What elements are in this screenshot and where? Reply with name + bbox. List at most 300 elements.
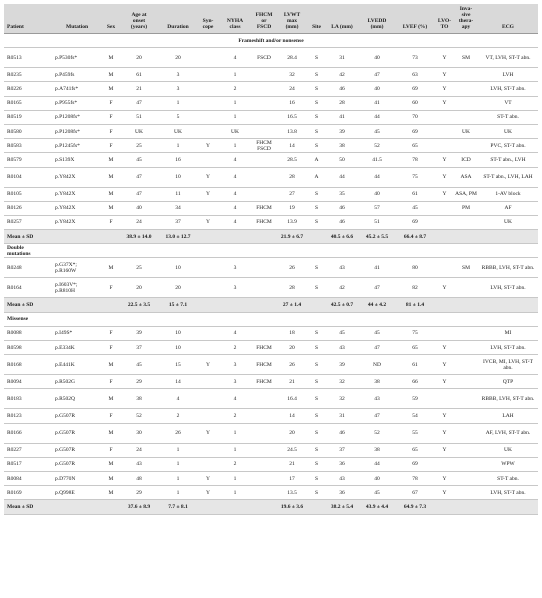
mean-cell-fhcm — [252, 298, 276, 312]
cell-duration: 1 — [158, 457, 198, 471]
cell-lvef: 66 — [395, 375, 435, 389]
section-double-mutations-label: Double mutations — [4, 244, 538, 258]
cell-invasive — [454, 139, 478, 153]
cell-lvedd: 40 — [359, 48, 395, 68]
cell-lvedd: 41.5 — [359, 153, 395, 167]
cell-patient: R0513 — [4, 48, 52, 68]
cell-lvoto — [435, 215, 454, 229]
cell-invasive — [454, 326, 478, 340]
cell-sex: M — [102, 258, 120, 278]
cell-patient: R0227 — [4, 443, 52, 457]
cell-lvedd: 38 — [359, 443, 395, 457]
cell-patient: R0583 — [4, 139, 52, 153]
cell-sex: F — [102, 110, 120, 124]
mean-cell-invasive — [454, 500, 478, 514]
mean-cell-ecg — [478, 230, 538, 244]
cell-nyha: 2 — [218, 457, 252, 471]
cell-la: 39 — [325, 124, 359, 138]
mean-cell-lvedd: 45.2 ± 5.5 — [359, 230, 395, 244]
table-row — [4, 486, 538, 500]
cell-age: 51 — [120, 110, 158, 124]
mean-cell-age: 37.6 ± 8.9 — [120, 500, 158, 514]
cell-syncope — [198, 258, 218, 278]
cell-lvedd: 41 — [359, 258, 395, 278]
cell-age: 45 — [120, 153, 158, 167]
cell-ecg: VT, LVH, ST-T abn. — [478, 48, 538, 68]
cell-lvef: 75 — [395, 167, 435, 187]
cell-mutation: p.G507R — [52, 457, 102, 471]
cell-lvwt: 20 — [276, 423, 308, 443]
cell-sex: M — [102, 486, 120, 500]
cell-lvoto: Y — [435, 82, 454, 96]
mean-cell-duration: 7.7 ± 8.1 — [158, 500, 198, 514]
cell-lvef: 59 — [395, 389, 435, 409]
cell-la: 45 — [325, 326, 359, 340]
cell-la: 43 — [325, 341, 359, 355]
cell-duration: 34 — [158, 201, 198, 215]
cell-lvef: 55 — [395, 423, 435, 443]
cell-fhcm — [252, 167, 276, 187]
cell-lvwt: 14 — [276, 139, 308, 153]
table-row — [4, 96, 538, 110]
cell-lvef: 70 — [395, 110, 435, 124]
cell-lvoto: Y — [435, 96, 454, 110]
cell-lvedd: 52 — [359, 139, 395, 153]
cell-lvedd: 43 — [359, 389, 395, 409]
cell-nyha: 3 — [218, 375, 252, 389]
table-row — [4, 215, 538, 229]
cell-invasive — [454, 486, 478, 500]
mean-cell-site — [308, 230, 325, 244]
cell-sex: F — [102, 409, 120, 423]
cell-fhcm — [252, 153, 276, 167]
mean-cell-fhcm — [252, 500, 276, 514]
mean-cell-mutation — [52, 500, 102, 514]
cell-syncope: Y — [198, 486, 218, 500]
cell-syncope — [198, 153, 218, 167]
cell-lvedd: 44 — [359, 457, 395, 471]
cell-mutation: p.R502Q — [52, 389, 102, 409]
cell-invasive — [454, 82, 478, 96]
cell-mutation: p.S139X — [52, 153, 102, 167]
cell-lvoto: Y — [435, 48, 454, 68]
cell-la: 46 — [325, 215, 359, 229]
cell-age: 61 — [120, 68, 158, 82]
cell-ecg: 1-AV block — [478, 187, 538, 201]
mean-cell-duration: 15 ± 7.1 — [158, 298, 198, 312]
cell-lvwt: 27 — [276, 187, 308, 201]
cell-invasive — [454, 409, 478, 423]
cell-la: 46 — [325, 201, 359, 215]
cell-age: 40 — [120, 201, 158, 215]
cell-duration: 10 — [158, 258, 198, 278]
cell-age: 20 — [120, 48, 158, 68]
cell-age: 24 — [120, 215, 158, 229]
cell-duration: 3 — [158, 68, 198, 82]
cell-fhcm — [252, 258, 276, 278]
cell-lvef: 61 — [395, 187, 435, 201]
section-frameshift-label: Frameshift and/or nonsense — [4, 34, 538, 48]
cell-invasive: ICD — [454, 153, 478, 167]
cell-syncope — [198, 389, 218, 409]
cell-invasive — [454, 341, 478, 355]
mean-cell-fhcm — [252, 230, 276, 244]
cell-site: S — [308, 201, 325, 215]
cell-lvef: 63 — [395, 68, 435, 82]
cell-invasive — [454, 68, 478, 82]
cell-invasive — [454, 375, 478, 389]
cell-patient: R0226 — [4, 82, 52, 96]
cell-la: 32 — [325, 375, 359, 389]
cell-patient: R0257 — [4, 215, 52, 229]
mean-cell-lvedd: 44 ± 4.2 — [359, 298, 395, 312]
cell-fhcm — [252, 124, 276, 138]
cell-site: S — [308, 68, 325, 82]
cell-patient: R0598 — [4, 341, 52, 355]
cell-sex: F — [102, 139, 120, 153]
cell-syncope — [198, 457, 218, 471]
cell-lvoto — [435, 139, 454, 153]
cell-fhcm — [252, 110, 276, 124]
mean-cell-syncope — [198, 298, 218, 312]
cell-ecg: ST-T abn. — [478, 471, 538, 485]
cell-sex: M — [102, 457, 120, 471]
cell-lvedd: 40 — [359, 82, 395, 96]
cell-nyha: 4 — [218, 48, 252, 68]
table-row — [4, 326, 538, 340]
mean-cell-la: 40.5 ± 6.6 — [325, 230, 359, 244]
mean-cell-mutation — [52, 298, 102, 312]
cell-duration: 14 — [158, 375, 198, 389]
cell-nyha: 3 — [218, 355, 252, 375]
header-lvoto: LVO- TO — [435, 4, 454, 34]
cell-la: 32 — [325, 389, 359, 409]
cell-sex: M — [102, 68, 120, 82]
cell-la: 38 — [325, 139, 359, 153]
cell-invasive: PM — [454, 201, 478, 215]
cell-nyha: UK — [218, 124, 252, 138]
cell-fhcm — [252, 68, 276, 82]
table-row — [4, 471, 538, 485]
cell-site: S — [308, 278, 325, 298]
cell-fhcm — [252, 389, 276, 409]
cell-syncope: Y — [198, 355, 218, 375]
cell-lvwt: 16 — [276, 96, 308, 110]
mean-cell-invasive — [454, 298, 478, 312]
cell-nyha: 4 — [218, 201, 252, 215]
cell-age: 20 — [120, 278, 158, 298]
table-row — [4, 124, 538, 138]
cell-lvef: 78 — [395, 471, 435, 485]
cell-lvedd: 40 — [359, 187, 395, 201]
cell-sex: F — [102, 341, 120, 355]
mean-cell-ecg — [478, 500, 538, 514]
cell-sex: M — [102, 471, 120, 485]
cell-lvoto: Y — [435, 375, 454, 389]
mean-cell-lvef: 64.9 ± 7.3 — [395, 500, 435, 514]
cell-mutation: p.D770N — [52, 471, 102, 485]
cell-invasive — [454, 471, 478, 485]
cell-lvef: 82 — [395, 278, 435, 298]
cell-lvoto: Y — [435, 278, 454, 298]
cell-lvef: 65 — [395, 139, 435, 153]
cell-sex: M — [102, 187, 120, 201]
cell-fhcm — [252, 278, 276, 298]
cell-duration: 10 — [158, 341, 198, 355]
cell-invasive — [454, 110, 478, 124]
cell-fhcm — [252, 471, 276, 485]
cell-ecg: WPW — [478, 457, 538, 471]
cell-patient: R0166 — [4, 423, 52, 443]
cell-nyha: 1 — [218, 443, 252, 457]
cell-fhcm — [252, 443, 276, 457]
mean-cell-nyha — [218, 298, 252, 312]
cell-syncope — [198, 124, 218, 138]
table-row — [4, 153, 538, 167]
cell-age: 47 — [120, 187, 158, 201]
table-row — [4, 457, 538, 471]
cell-patient: R0123 — [4, 409, 52, 423]
cell-duration: 1 — [158, 471, 198, 485]
header-duration: Duration — [158, 4, 198, 34]
cell-invasive — [454, 389, 478, 409]
cell-fhcm: FHCM — [252, 201, 276, 215]
cell-mutation: p.I603V*; p.R810H — [52, 278, 102, 298]
cell-mutation: p.E334K — [52, 341, 102, 355]
cell-sex: M — [102, 389, 120, 409]
cell-site: S — [308, 486, 325, 500]
cell-site: S — [308, 124, 325, 138]
cell-ecg: QTP — [478, 375, 538, 389]
cell-ecg: RBBB, LVH, ST-T abn. — [478, 258, 538, 278]
cell-lvef: 75 — [395, 326, 435, 340]
section-missense-label: Missense — [4, 312, 538, 326]
table-row — [4, 187, 538, 201]
cell-patient: R0104 — [4, 167, 52, 187]
cell-age: 47 — [120, 167, 158, 187]
cell-lvef: 69 — [395, 215, 435, 229]
table-row — [4, 423, 538, 443]
cell-la: 36 — [325, 486, 359, 500]
cell-fhcm — [252, 187, 276, 201]
cell-age: 52 — [120, 409, 158, 423]
cell-lvwt: 17 — [276, 471, 308, 485]
cell-syncope — [198, 48, 218, 68]
mean-cell-la: 42.5 ± 0.7 — [325, 298, 359, 312]
mean-cell-sex — [102, 500, 120, 514]
cell-age: 25 — [120, 139, 158, 153]
cell-nyha: 1 — [218, 96, 252, 110]
cell-lvoto — [435, 326, 454, 340]
cell-lvoto: Y — [435, 153, 454, 167]
cell-lvedd: 44 — [359, 167, 395, 187]
cell-invasive — [454, 278, 478, 298]
cell-age: 30 — [120, 423, 158, 443]
cell-mutation: p.G507R — [52, 443, 102, 457]
cell-duration: 1 — [158, 486, 198, 500]
section-missense — [4, 312, 538, 326]
cell-site: S — [308, 258, 325, 278]
cell-lvwt: 21 — [276, 457, 308, 471]
table-row — [4, 139, 538, 153]
cell-invasive: ASA, PM — [454, 187, 478, 201]
cell-duration: 10 — [158, 167, 198, 187]
cell-age: 47 — [120, 96, 158, 110]
table-header — [4, 4, 538, 34]
cell-patient: R0183 — [4, 389, 52, 409]
header-patient: Patient — [4, 4, 52, 34]
cell-fhcm: FHCM — [252, 355, 276, 375]
cell-syncope — [198, 443, 218, 457]
cell-nyha: 4 — [218, 326, 252, 340]
cell-ecg: MI — [478, 326, 538, 340]
cell-la: 42 — [325, 278, 359, 298]
cell-la: 50 — [325, 153, 359, 167]
cell-syncope: Y — [198, 215, 218, 229]
cell-ecg: LVH, ST-T abn. — [478, 82, 538, 96]
cell-sex: F — [102, 375, 120, 389]
header-fhcm: FHCM or FSCD — [252, 4, 276, 34]
cell-ecg: LVH, ST-T abn. — [478, 278, 538, 298]
cell-ecg: UK — [478, 215, 538, 229]
cell-lvwt: 13.8 — [276, 124, 308, 138]
cell-mutation: p.R502G — [52, 375, 102, 389]
table-row — [4, 355, 538, 375]
cell-syncope — [198, 201, 218, 215]
cell-sex: M — [102, 423, 120, 443]
cell-site: S — [308, 375, 325, 389]
header-lvwt: LVWT max (mm) — [276, 4, 308, 34]
cell-site: S — [308, 215, 325, 229]
cell-lvoto: Y — [435, 187, 454, 201]
cell-duration: 3 — [158, 82, 198, 96]
cell-lvef: 65 — [395, 443, 435, 457]
cell-fhcm: FHCM — [252, 341, 276, 355]
mean-cell-la: 38.2 ± 5.4 — [325, 500, 359, 514]
cell-patient: R0165 — [4, 96, 52, 110]
cell-patient: R0126 — [4, 201, 52, 215]
cell-sex: F — [102, 326, 120, 340]
cell-nyha: 1 — [218, 486, 252, 500]
cell-lvwt: 26 — [276, 355, 308, 375]
cell-age: 38 — [120, 389, 158, 409]
header-lvef: LVEF (%) — [395, 4, 435, 34]
cell-lvoto: Y — [435, 471, 454, 485]
table-row — [4, 48, 538, 68]
cell-syncope — [198, 68, 218, 82]
cell-site: S — [308, 110, 325, 124]
mean-cell-lvef: 81 ± 1.4 — [395, 298, 435, 312]
cell-fhcm: FHCM — [252, 375, 276, 389]
cell-sex: M — [102, 201, 120, 215]
cell-syncope: Y — [198, 471, 218, 485]
cell-lvoto — [435, 389, 454, 409]
table-row — [4, 110, 538, 124]
mean-cell-age: 38.9 ± 14.0 — [120, 230, 158, 244]
cell-syncope — [198, 278, 218, 298]
cell-duration: 15 — [158, 355, 198, 375]
table-row — [4, 443, 538, 457]
table-row — [4, 341, 538, 355]
cell-ecg: RBBB, LVH, ST-T abn. — [478, 389, 538, 409]
mean-cell-nyha — [218, 500, 252, 514]
cell-patient: R0248 — [4, 258, 52, 278]
cell-sex: M — [102, 82, 120, 96]
cell-patient: R0084 — [4, 471, 52, 485]
cell-la: 28 — [325, 96, 359, 110]
cell-ecg: ST-T abn., LVH, LAH — [478, 167, 538, 187]
cell-mutation: p.P1208fs* — [52, 124, 102, 138]
table-row — [4, 167, 538, 187]
cell-lvoto: Y — [435, 68, 454, 82]
cell-sex: F — [102, 278, 120, 298]
cell-lvef: 80 — [395, 258, 435, 278]
cell-invasive: SM — [454, 258, 478, 278]
cell-duration: 37 — [158, 215, 198, 229]
cell-mutation: p.Y842X — [52, 201, 102, 215]
cell-lvef: 78 — [395, 153, 435, 167]
cell-sex: M — [102, 167, 120, 187]
section-frameshift — [4, 34, 538, 48]
cell-site: S — [308, 96, 325, 110]
header-invasive-therapy: Inva- sive thera- apy — [454, 4, 478, 34]
cell-lvwt: 13.9 — [276, 215, 308, 229]
cell-sex: F — [102, 96, 120, 110]
cell-fhcm: FSCD — [252, 48, 276, 68]
cell-site: S — [308, 389, 325, 409]
cell-la: 39 — [325, 355, 359, 375]
cell-lvwt: 16.5 — [276, 110, 308, 124]
cell-age: 43 — [120, 457, 158, 471]
cell-mutation: p.G37X*; p.R160W — [52, 258, 102, 278]
cell-lvedd: 41 — [359, 96, 395, 110]
cell-lvef: 65 — [395, 341, 435, 355]
cell-lvedd: 47 — [359, 68, 395, 82]
cell-nyha: 4 — [218, 167, 252, 187]
cell-la: 37 — [325, 443, 359, 457]
table-row — [4, 258, 538, 278]
cell-patient: R0517 — [4, 457, 52, 471]
cell-invasive: ASA — [454, 167, 478, 187]
cell-site: S — [308, 409, 325, 423]
cell-site: S — [308, 355, 325, 375]
cell-patient: R0235 — [4, 68, 52, 82]
cell-mutation: p.P1245fs* — [52, 139, 102, 153]
table-row — [4, 278, 538, 298]
cell-lvedd: 51 — [359, 215, 395, 229]
cell-age: 45 — [120, 355, 158, 375]
cell-invasive — [454, 443, 478, 457]
mean-cell-lvedd: 43.9 ± 4.4 — [359, 500, 395, 514]
cell-age: 21 — [120, 82, 158, 96]
cell-patient: R0169 — [4, 486, 52, 500]
cell-lvoto — [435, 457, 454, 471]
mean-cell-ecg — [478, 298, 538, 312]
cell-lvwt: 19 — [276, 201, 308, 215]
cell-invasive: UK — [454, 124, 478, 138]
header-la: LA (mm) — [325, 4, 359, 34]
cell-lvoto: Y — [435, 443, 454, 457]
mean-cell-age: 22.5 ± 3.5 — [120, 298, 158, 312]
mean-cell-sex — [102, 298, 120, 312]
cell-la: 31 — [325, 409, 359, 423]
cell-mutation: p.I49S* — [52, 326, 102, 340]
cell-syncope — [198, 110, 218, 124]
cell-ecg: LVH, ST-T abn. — [478, 341, 538, 355]
cell-lvef: 45 — [395, 201, 435, 215]
cell-invasive — [454, 457, 478, 471]
cell-nyha: 1 — [218, 68, 252, 82]
